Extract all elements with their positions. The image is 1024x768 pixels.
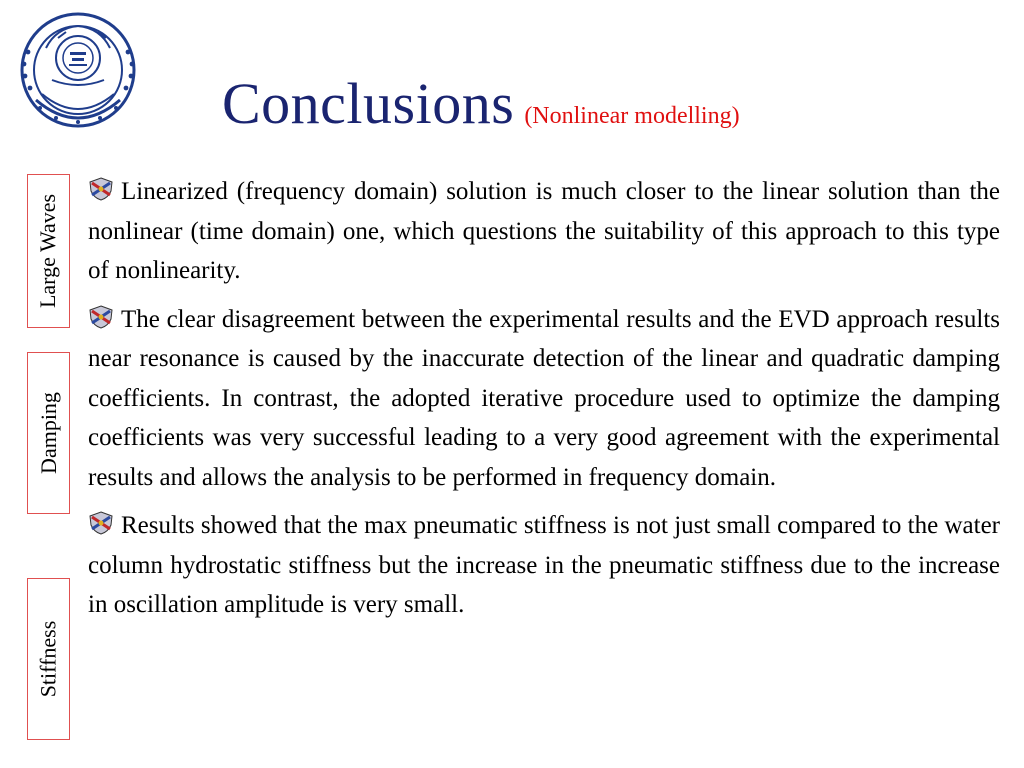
bullet-paragraph	[88, 300, 1000, 498]
institution-seal-logo	[6, 8, 150, 138]
side-tag-large-waves	[27, 174, 70, 328]
side-tag-label: Large Waves	[35, 193, 61, 309]
subtitle-text: (Nonlinear modelling)	[524, 103, 740, 129]
conclusions-body	[88, 172, 1000, 634]
bullet-paragraph	[88, 506, 1000, 625]
title-text: Conclusions	[222, 71, 515, 136]
paragraph-text: The clear disagreement between the experimental results and the EVD approach results near resonance is caused by the inaccurate detection of the linear and quadratic damping coefficients. In contrast, the adopted iterative procedure used to optimize the damping coefficients was very successful leading to a very good agreement with the experimental results and allows the analysis to be performed in frequency domain.	[88, 305, 1000, 491]
side-tag-stiffness	[27, 578, 70, 740]
shield-bullet-icon	[88, 177, 114, 201]
institution-logo	[6, 8, 150, 138]
side-tag-label: Stiffness	[35, 620, 61, 698]
slide-title	[222, 70, 982, 140]
shield-bullet-icon	[88, 511, 114, 535]
shield-bullet-icon	[88, 305, 114, 329]
side-tag-label: Damping	[35, 392, 61, 474]
paragraph-text: Results showed that the max pneumatic stiffness is not just small compared to the water column hydrostatic stiffness but the increase in the pneumatic stiffness due to the increase in oscillation amplitude is very small.	[88, 512, 1000, 618]
paragraph-text: Linearized (frequency domain) solution is much closer to the linear solution than the nonlinear (time domain) one, which questions the suitability of this approach to this type of nonlinearity.	[88, 178, 1000, 284]
bullet-paragraph	[88, 172, 1000, 291]
side-tag-damping	[27, 352, 70, 514]
